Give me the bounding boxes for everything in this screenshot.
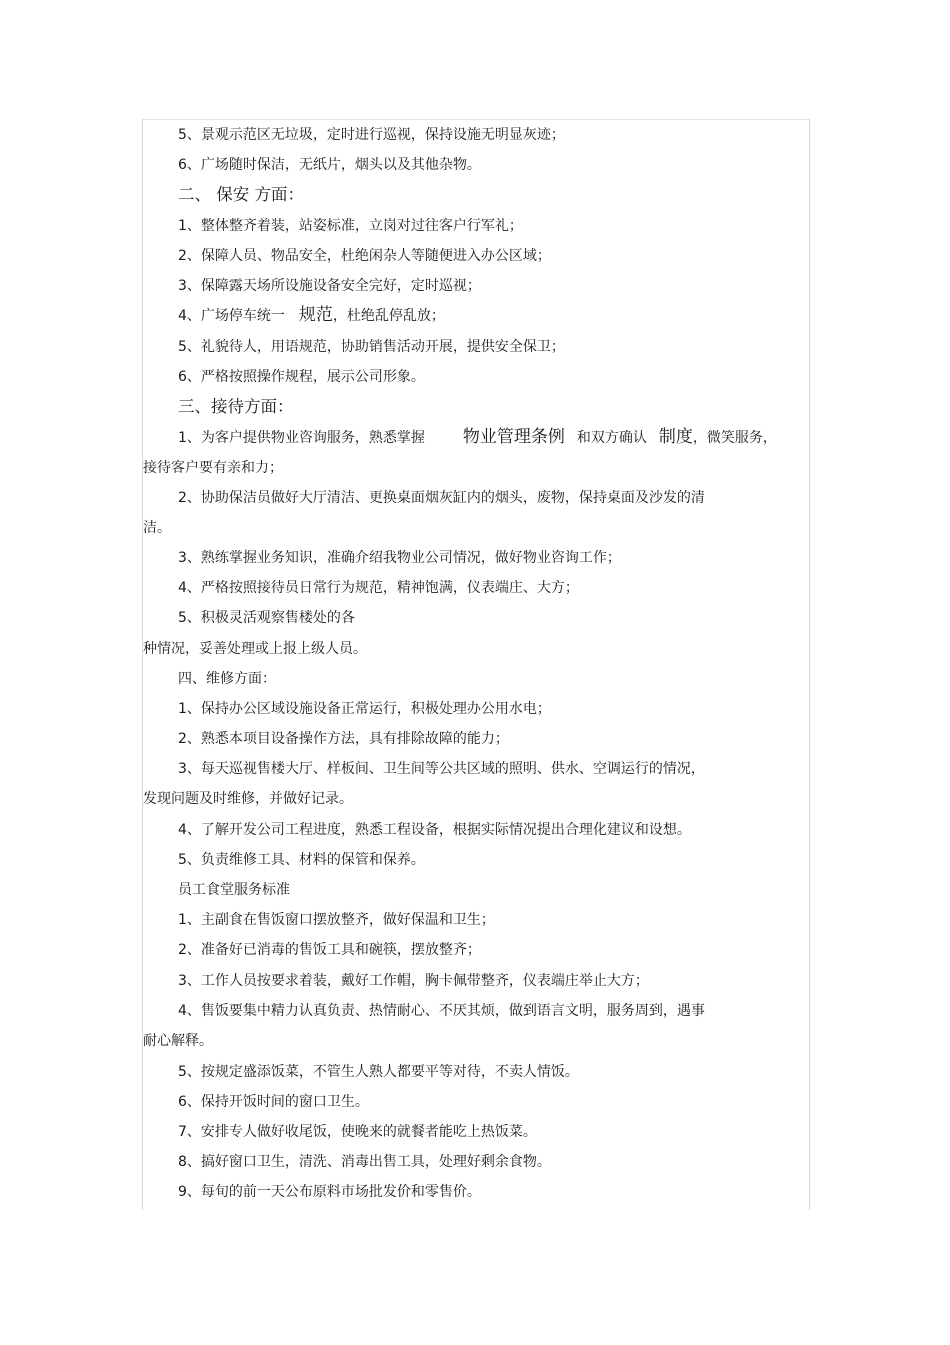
text-line: 6、广场随时保洁，无纸片，烟头以及其他杂物。 [178,157,481,173]
section-heading-maintenance: 四、维修方面： [178,671,276,687]
text-line: 6、保持开饭时间的窗口卫生。 [178,1094,369,1110]
text-line: 3、工作人员按要求着装，戴好工作帽，胸卡佩带整齐，仪表端庄举止大方； [178,973,649,989]
text-segment-emphasis: 规范 [298,305,333,325]
text-line: 4、了解开发公司工程进度，熟悉工程设备，根据实际情况提出合理化建议和设想。 [178,822,691,838]
text-line: 6、严格按照操作规程，展示公司形象。 [178,369,425,385]
text-line: 4、售饭要集中精力认真负责、热情耐心、不厌其烦，做到语言文明，服务周到，遇事 [178,1003,705,1019]
text-line: 9、每旬的前一天公布原料市场批发价和零售价。 [178,1184,481,1200]
text-segment-emphasis: 物业管理条例 [462,427,565,447]
text-line: 2、协助保洁员做好大厅清洁、更换桌面烟灰缸内的烟头，废物，保持桌面及沙发的清 [178,490,705,506]
text-segment: ，杜绝乱停乱放； [332,308,445,324]
text-line: 接待客户要有亲和力； [143,460,283,476]
text-line: 洁。 [143,520,171,536]
text-line: 5、礼貌待人，用语规范，协助销售活动开展，提供安全保卫； [178,339,565,355]
text-line: 2、准备好已消毒的售饭工具和碗筷，摆放整齐； [178,942,481,958]
text-line: 5、景观示范区无垃圾，定时进行巡视，保持设施无明显灰迹； [178,127,565,143]
text-segment-emphasis: 制度 [658,427,693,447]
text-segment: 和双方确认 [576,430,647,446]
text-segment: 1、为客户提供物业咨询服务，熟悉掌握 [178,430,425,446]
text-segment: 4、广场停车统一 [178,308,285,324]
text-line: 5、负责维修工具、材料的保管和保养。 [178,852,425,868]
text-line: 3、每天巡视售楼大厅、样板间、卫生间等公共区域的照明、供水、空调运行的情况， [178,761,705,777]
text-line: 8、搞好窗口卫生，清洗、消毒出售工具，处理好剩余食物。 [178,1154,551,1170]
text-line [178,428,777,447]
text-line: 1、主副食在售饭窗口摆放整齐，做好保温和卫生； [178,912,495,928]
text-line: 3、熟练掌握业务知识，准确介绍我物业公司情况，做好物业咨询工作； [178,550,621,566]
text-line: 种情况，妥善处理或上报上级人员。 [143,641,367,657]
text-line: 2、熟悉本项目设备操作方法，具有排除故障的能力； [178,731,509,747]
text-line: 1、保持办公区域设施设备正常运行，积极处理办公用水电； [178,701,551,717]
text-line: 7、安排专人做好收尾饭，使晚来的就餐者能吃上热饭菜。 [178,1124,537,1140]
text-line: 5、积极灵活观察售楼处的各 [178,610,355,626]
section-heading-canteen: 员工食堂服务标准 [178,882,290,898]
text-line: 2、保障人员、物品安全，杜绝闲杂人等随便进入办公区域； [178,248,551,264]
section-heading-security: 二、 保安 方面： [178,185,304,204]
text-line [178,306,445,325]
text-line: 4、严格按照接待员日常行为规范，精神饱满，仪表端庄、大方； [178,580,579,596]
text-segment: ，微笑服务， [692,430,777,446]
text-line: 1、整体整齐着装，站姿标准，立岗对过往客户行军礼； [178,218,523,234]
section-heading-reception: 三、接待方面： [178,397,294,416]
text-line: 发现问题及时维修，并做好记录。 [143,791,353,807]
text-line: 耐心解释。 [143,1033,213,1049]
text-line: 3、保障露天场所设施设备安全完好，定时巡视； [178,278,481,294]
text-line: 5、按规定盛添饭菜，不管生人熟人都要平等对待，不卖人情饭。 [178,1064,579,1080]
